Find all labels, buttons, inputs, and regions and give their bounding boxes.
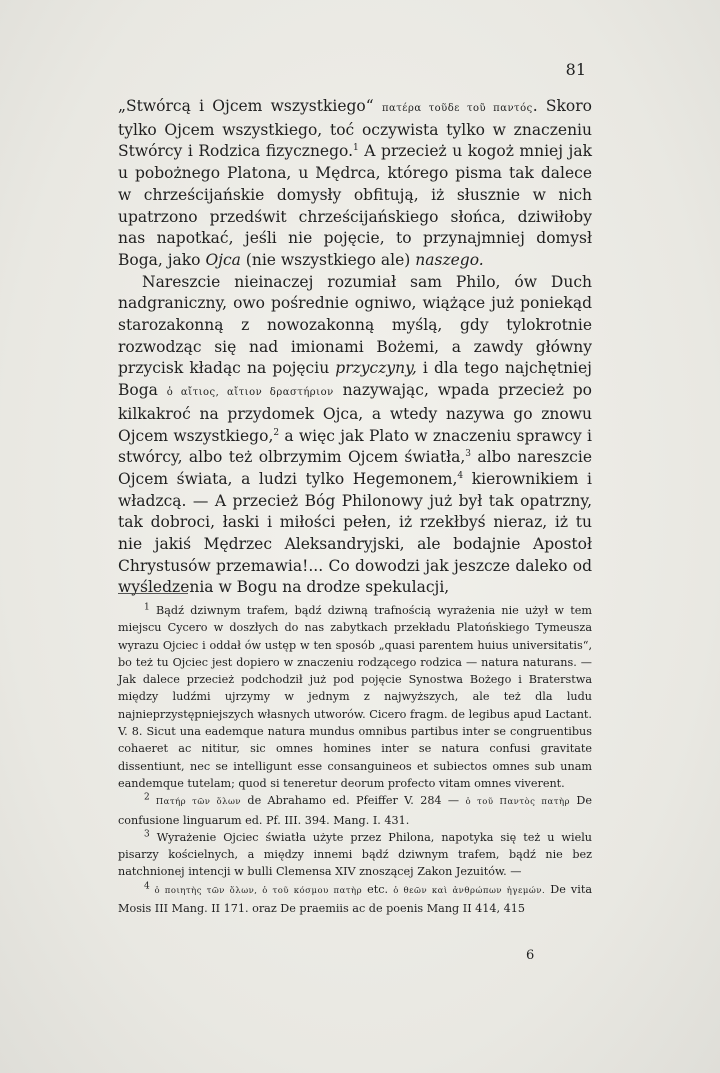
footnote-ref: 3 — [144, 829, 150, 840]
text-run: De vita Mosis III Mang. II 171. oraz De praemiis ac de poenis Mang II 414, 415 — [118, 882, 592, 916]
footnote-1 — [118, 602, 592, 792]
italic-text: naszego. — [415, 250, 484, 269]
text-run: Bądź dziwnym trafem, bądź dziwną trafnością wyrażenia nie użył w tem miejscu Cycero w doszłych do nas zabytkach przekładu Platońskiego Tymeusza wyrazu Ojciec i oddał ów ustęp w ten sposób „quasi parentem huius universitatis“, bo też tu Ojciec jest dopiero w znaczeniu rodzącego rodzica — natura naturans. — Jak dalece przecież podchodził już pod pojęcie Synostwa Bożego i Braterstwa między ludźmi ujrzymy w jednym z najwyższych, ale też dla ludu najnieprzystępniejszych własnych utworów. Cicero fragm. de legibus apud Lactant. V. 8. Sicut una eademque natura mundus omnibus partibus inter se congruentibus cohaeret ac nititur, sic omnes homines inter se natura confusi gravitate dissentiunt, nec se intelligunt esse consanguineos et subiectos omnes sub unam eandemque tutelam; quod si teneretur deorum profecto vitam omnes viverent. — [118, 604, 592, 790]
footnote-ref: 4 — [457, 470, 464, 481]
text-run: nazywając, wpada przecież po kilkakroć na przydomek Ojca, a wtedy nazywa go znowu Ojcem wszystkiego, — [118, 381, 593, 445]
text-run: A przecież u kogoż mniej jak u pobożnego Platona, u Mędrca, którego pisma tak dalece w chrześcijańskie domysły obfitują, iż słusznie w nich upatrzono przedświt chrześcijańskiego słońca, dziwiłoby nas napotkać, jeśli nie pojęcie, to przynajmniej domysł Boga, jako — [118, 142, 592, 269]
text-run: Wyrażenie Ojciec światła użyte przez Philona, napotyka się też u wielu pisarzy kościelnych, a między innemi bądź dziwnym trafem, bądź nie bez natchnionej intencji w bulli Clemensa XIV znoszącej Zakon Jezuitów. — — [118, 830, 592, 879]
greek-text: ὁ θεῶν καὶ ἀνθρώπων ἡγεμών. — [393, 885, 546, 896]
italic-text: Ojca — [205, 250, 241, 269]
text-run: etc. — [362, 882, 394, 896]
text-run: (nie wszystkiego ale) — [240, 250, 416, 269]
footnote-ref: 2 — [144, 792, 150, 803]
paragraph-1 — [118, 96, 592, 272]
paragraph-2 — [118, 272, 592, 600]
footnotes — [118, 602, 592, 917]
footnote-ref: 3 — [465, 449, 472, 460]
greek-text: ὁ αἴτιος, αἴτιον δραστήριον — [166, 387, 334, 399]
italic-text: przyczyny, — [335, 359, 417, 378]
footnote-ref: 1 — [353, 143, 359, 154]
footnote-ref: 1 — [144, 602, 150, 613]
greek-text: ὁ ποιητὴς τῶν ὅλων, ὁ τοῦ κόσμου πατὴρ — [149, 885, 363, 896]
footnote-3 — [118, 829, 592, 881]
text-run: de Abrahamo ed. Pfeiffer V. 284 — — [241, 794, 466, 808]
footnote-ref: 2 — [273, 427, 280, 438]
footnote-separator — [118, 593, 188, 594]
text-run: a więc jak Plato w znaczeniu sprawcy i stwórcy, albo też olbrzymim Ojcem światła, — [118, 426, 592, 467]
greek-text: πατέρα τοῦδε τοῦ παντός — [381, 103, 533, 114]
greek-text: Πατήρ τῶν ὅλων — [149, 797, 242, 808]
main-text — [118, 96, 592, 599]
greek-text: ὁ τοῦ Παντὸς πατὴρ — [465, 797, 571, 808]
text-run: albo nareszcie Ojcem świata, a ludzi tylko Hegemonem, — [118, 448, 592, 488]
text-run: kierownikiem i władzcą. — A przecież Bóg Philonowy już był tak opatrzny, tak dobroci, łaski i miłości pełen, iż rzekłbyś nieraz, iż tu nie jakiś Mędrzec Aleksandryjski, ale bodajnie Apostoł Chrystusów przemawia!... Co dowodzi jak jeszcze daleko od wyśledzenia w Bogu na drodze spekulacji, — [118, 469, 592, 597]
text-run: . Skoro tylko Ojcem wszystkiego, toć oczywista tylko w znaczeniu Stwórcy i Rodzica fizycznego. — [118, 97, 592, 161]
text-run: Nareszcie nieinaczej rozumiał sam Philo, ów Duch nadgraniczny, owo pośrednie ogniwo, wiążące już poniekąd starozakonną z nowozakonną myślą, gdy tylokrotnie rozwodząc się nad imionami Bożemi, a zawdy główny przycisk kładąc na pojęciu — [118, 272, 592, 378]
text-run: De confusione linguarum ed. Pf. III. 394. Mang. I. 431. — [118, 794, 592, 827]
text-run: „Stwórcą i Ojcem wszystkiego“ — [118, 97, 382, 115]
footnote-ref: 4 — [144, 881, 150, 892]
page-number: 81 — [565, 60, 586, 79]
signature-mark: 6 — [526, 948, 535, 963]
footnote-4 — [118, 881, 592, 918]
footnote-2 — [118, 792, 592, 829]
text-run: i dla tego najchętniej Boga — [118, 359, 592, 400]
